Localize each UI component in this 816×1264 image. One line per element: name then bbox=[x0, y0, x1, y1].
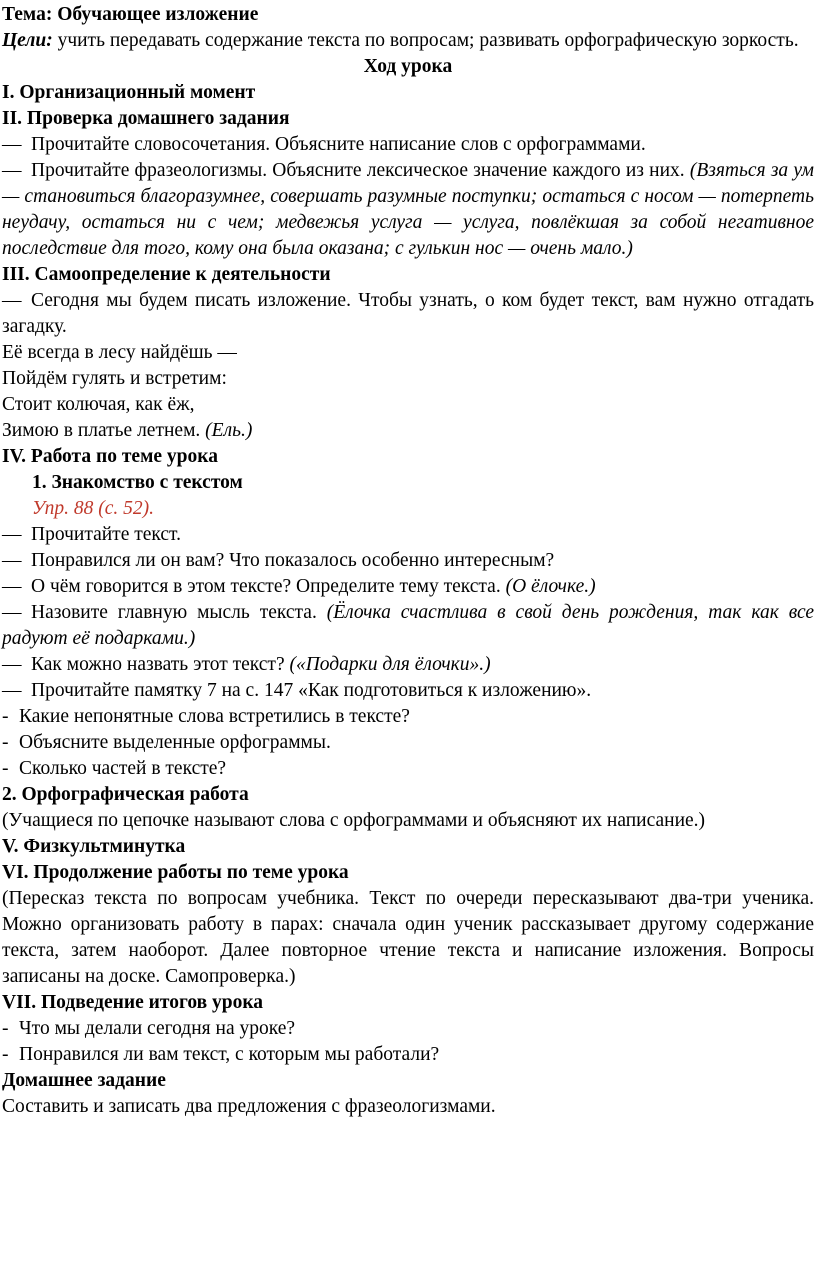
section-7-title: VII. Подведение итогов урока bbox=[2, 992, 264, 1013]
question-5: — Как можно назвать этот текст? («Подарки для ёлочки».) bbox=[2, 652, 814, 678]
riddle-line-3: Стоит колючая, как ёж, bbox=[2, 394, 195, 415]
section-3-intro: — Сегодня мы будем писать изложение. Чтобы узнать, о ком будет текст, вам нужно отгадать загадку. bbox=[2, 290, 814, 337]
hyphen-marker: - bbox=[2, 1044, 9, 1065]
homework-title: Домашнее задание bbox=[2, 1070, 166, 1091]
question-3: — О чём говорится в этом тексте? Определите тему текста. (О ёлочке.) bbox=[2, 574, 814, 600]
phraseology-answer: (Взяться за ум — становиться благоразумнее, совершать разумные поступки; остаться с носом — потерпеть неудачу, остаться ни с чем; медвежья услуга — услуга, повлёкшая за собой негативное последствие для того, кому она была оказана; с гулькин нос — очень мало.) bbox=[2, 160, 814, 259]
hyphen-marker: - bbox=[2, 732, 9, 753]
dash-marker: — bbox=[2, 550, 22, 571]
section-2-item-2: — Прочитайте фразеологизмы. Объясните лексическое значение каждого из них. (Взяться за ум — становиться благоразумнее, совершать разумные поступки; остаться с носом — потерпеть неудачу, остаться ни с чем; медвежья услуга — услуга, повлёкшая за собой негативное последствие для того, кому она была оказана; с гулькин нос — очень мало.) bbox=[2, 160, 814, 259]
question-1: — Прочитайте текст. bbox=[2, 522, 814, 548]
topic-line bbox=[2, 2, 814, 28]
dash-marker: — bbox=[2, 524, 22, 545]
exercise-reference: Упр. 88 (с. 52). bbox=[32, 498, 154, 519]
section-6-title: VI. Продолжение работы по теме урока bbox=[2, 862, 349, 883]
dash-marker: — bbox=[2, 290, 22, 311]
topic-label: Тема: bbox=[2, 4, 53, 25]
hyphen-marker: - bbox=[2, 706, 9, 727]
subsection-1-title: 1. Знакомство с текстом bbox=[32, 472, 243, 493]
lesson-title: Ход урока bbox=[363, 56, 453, 77]
goals-label: Цели: bbox=[2, 30, 53, 51]
riddle-line-1: Её всегда в лесу найдёшь — bbox=[2, 342, 237, 363]
subsection-2-text: (Учащиеся по цепочке называют слова с орфограммами и объясняют их написание.) bbox=[2, 810, 706, 831]
question-2: — Понравился ли он вам? Что показалось особенно интересным? bbox=[2, 548, 814, 574]
hyphen-item-3: - Сколько частей в тексте? bbox=[2, 756, 814, 782]
topic-value: Обучающее изложение bbox=[52, 4, 259, 25]
hyphen-marker: - bbox=[2, 758, 9, 779]
question-4: — Назовите главную мысль текста. (Ёлочка счастлива в свой день рождения, так как все радуют её подарками.) bbox=[2, 602, 814, 649]
dash-marker: — bbox=[2, 654, 22, 675]
riddle-line-4: Зимою в платье летнем. (Ель.) bbox=[2, 420, 253, 441]
section-6-text: (Пересказ текста по вопросам учебника. Текст по очереди пересказывают два-три ученика. Можно организовать работу в парах: сначала один ученик рассказывает другому содержание текста, затем наоборот. Далее повторное чтение текста и написание изложения. Вопросы записаны на доске. Самопроверка.) bbox=[2, 888, 814, 987]
subsection-2-title: 2. Орфографическая работа bbox=[2, 784, 249, 805]
section-7-item-2: - Понравился ли вам текст, с которым мы работали? bbox=[2, 1042, 814, 1068]
section-3-title: III. Самоопределение к деятельности bbox=[2, 264, 331, 285]
question-5-answer: («Подарки для ёлочки».) bbox=[289, 654, 491, 675]
dash-marker: — bbox=[2, 160, 22, 181]
section-2-item-1: — Прочитайте словосочетания. Объясните написание слов с орфограммами. bbox=[2, 132, 814, 158]
section-7-item-1: - Что мы делали сегодня на уроке? bbox=[2, 1016, 814, 1042]
homework-text: Составить и записать два предложения с фразеологизмами. bbox=[2, 1096, 496, 1117]
hyphen-item-2: - Объясните выделенные орфограммы. bbox=[2, 730, 814, 756]
question-6: — Прочитайте памятку 7 на с. 147 «Как подготовиться к изложению». bbox=[2, 678, 814, 704]
dash-marker: — bbox=[2, 134, 22, 155]
question-4-answer: (Ёлочка счастлива в свой день рождения, так как все радуют её подарками.) bbox=[2, 602, 814, 649]
dash-marker: — bbox=[2, 602, 22, 623]
hyphen-item-1: - Какие непонятные слова встретились в тексте? bbox=[2, 704, 814, 730]
dash-marker: — bbox=[2, 680, 22, 701]
goals-line bbox=[2, 28, 814, 54]
section-4-title: IV. Работа по теме урока bbox=[2, 446, 218, 467]
section-2-title: II. Проверка домашнего задания bbox=[2, 108, 290, 129]
section-1-title: I. Организационный момент bbox=[2, 82, 256, 103]
section-5-title: V. Физкультминутка bbox=[2, 836, 186, 857]
question-3-answer: (О ёлочке.) bbox=[505, 576, 596, 597]
goals-text: учить передавать содержание текста по вопросам; развивать орфографическую зоркость. bbox=[52, 30, 799, 51]
riddle-line-2: Пойдём гулять и встретим: bbox=[2, 368, 227, 389]
dash-marker: — bbox=[2, 576, 22, 597]
riddle-answer: (Ель.) bbox=[205, 420, 253, 441]
hyphen-marker: - bbox=[2, 1018, 9, 1039]
